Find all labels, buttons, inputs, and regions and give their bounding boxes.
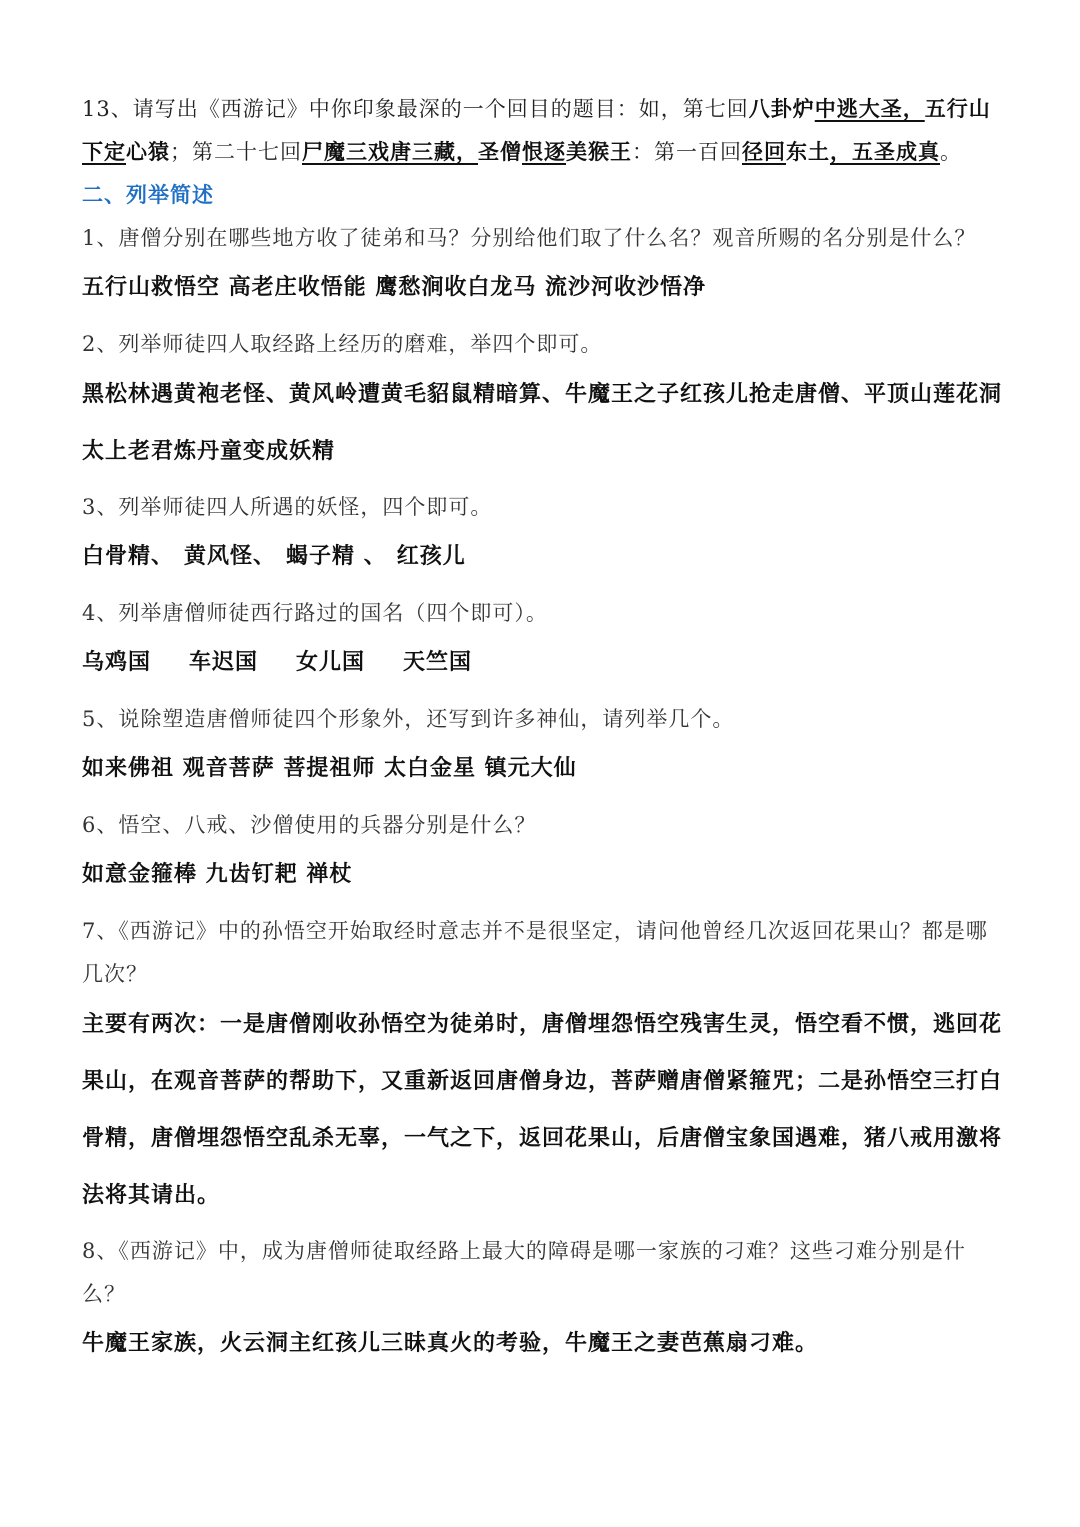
q13-underlined: 径回 (742, 140, 786, 164)
answer-item: 天竺国 (403, 650, 473, 675)
q13-underlined: 中逃大圣， (814, 97, 925, 121)
q13-text: 。 (940, 140, 962, 164)
answer-item: 女儿国 (296, 650, 366, 675)
answer-item: 红孩儿 (396, 544, 466, 569)
q13-underlined: 下定 (82, 140, 126, 164)
q13-bold: 行山 (946, 97, 991, 121)
q13-text: ：第一百回 (632, 140, 742, 164)
answer-8: 牛魔王家族，火云洞主红孩儿三昧真火的考验，牛魔王之妻芭蕉扇刁难。 (82, 1331, 819, 1356)
q13-underlined: ，五圣 (830, 140, 896, 164)
question-4: 4、列举唐僧师徒西行路过的国名（四个即可）。 (82, 601, 548, 625)
answer-2: 黑松林遇黄袍老怪、黄风岭遭黄毛貂鼠精暗算、牛魔王之子红孩儿抢走唐僧、平顶山莲花洞太上老君炼丹童变成妖精 (82, 382, 1003, 464)
answer-5: 如来佛祖 观音菩萨 菩提祖师 太白金星 镇元大仙 (82, 756, 577, 781)
question-5: 5、说除塑造唐僧师徒四个形象外，还写到许多神仙，请列举几个。 (82, 707, 735, 731)
answer-6: 如意金箍棒 九齿钉耙 禅杖 (82, 862, 353, 887)
answer-item: 蝎子精 、 (286, 544, 387, 569)
answer-7: 主要有两次：一是唐僧刚收孙悟空为徒弟时，唐僧埋怨悟空残害生灵，悟空看不惯，逃回花果山，在观音菩萨的帮助下，又重新返回唐僧身边，菩萨赠唐僧紧箍咒；二是孙悟空三打白骨精，唐僧埋怨悟空乱杀无辜，一气之下，返回花果山，后唐僧宝象国遇难，猪八戒用激将法将其请出。 (82, 1012, 1003, 1208)
question-13 (82, 88, 1002, 174)
question-2: 2、列举师徒四人取经路上经历的磨难，举四个即可。 (82, 332, 603, 356)
question-3: 3、列举师徒四人所遇的妖怪，四个即可。 (82, 495, 493, 519)
q13-underlined: 尸魔三戏 (302, 140, 390, 164)
answer-1: 五行山救悟空 高老庄收悟能 鹰愁涧收白龙马 流沙河收沙悟净 (82, 275, 706, 300)
q13-text: 13、请写出《西游记》中你印象最深的一个回目的题目：如，第七回 (82, 97, 749, 121)
q13-bold: 圣僧 (478, 140, 522, 164)
q13-bold: 五 (924, 97, 947, 121)
q13-bold: 八卦炉 (748, 97, 815, 121)
q13-underlined: 成真 (896, 140, 940, 164)
question-1: 1、唐僧分别在哪些地方收了徒弟和马？分别给他们取了什么名？观音所赐的名分别是什么？ (82, 226, 977, 250)
answer-item: 黄风怪、 (184, 544, 277, 569)
q13-text: ；第二十七回 (170, 140, 302, 164)
question-7: 7、《西游记》中的孙悟空开始取经时意志并不是很坚定，请问他曾经几次返回花果山？都是哪几次？ (82, 919, 988, 986)
q13-underlined: ， (456, 140, 478, 164)
q13-underlined: 恨逐 (522, 140, 566, 164)
answer-item: 乌鸡国 (82, 650, 152, 675)
q13-bold: 美猴王 (566, 140, 632, 164)
question-8: 8、《西游记》中，成为唐僧师徒取经路上最大的障碍是哪一家族的刁难？这些刁难分别是什么？ (82, 1239, 966, 1306)
answer-item: 白骨精、 (82, 544, 175, 569)
answer-item: 车迟国 (189, 650, 259, 675)
section-title: 二、列举简述 (82, 183, 214, 207)
q13-underlined: 唐三藏 (390, 140, 456, 164)
answer-4 (82, 641, 1002, 684)
q13-bold: 心猿 (126, 140, 170, 164)
answer-3 (82, 535, 1002, 578)
question-6: 6、悟空、八戒、沙僧使用的兵器分别是什么？ (82, 813, 537, 837)
document-page (82, 88, 1002, 1379)
q13-bold: 东土 (786, 140, 830, 164)
